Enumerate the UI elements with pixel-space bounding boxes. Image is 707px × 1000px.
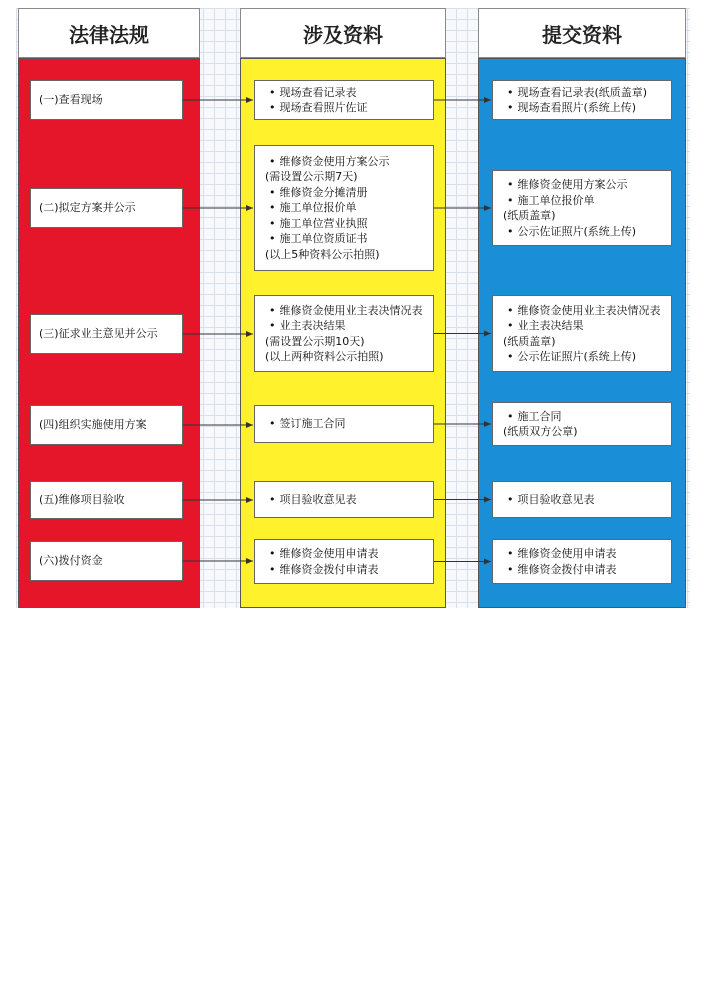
materials-column-header: 涉及资料 — [240, 8, 446, 58]
bullet-item: • 施工单位报价单 — [263, 200, 390, 216]
law-column-header: 法律法规 — [18, 8, 200, 58]
bullet-item: • 现场查看照片(系统上传) — [501, 100, 647, 116]
bullet-item: • 签订施工合同 — [263, 416, 346, 432]
bullet-item: • 公示佐证照片(系统上传) — [501, 224, 636, 240]
bullet-item: • 施工单位营业执照 — [263, 216, 390, 232]
bullet-item: • 维修资金使用申请表 — [263, 546, 379, 562]
bullet-item: • 业主表决结果 — [263, 318, 423, 334]
bullet-item: • 项目验收意见表 — [263, 492, 357, 508]
bullet-item: • 业主表决结果 — [501, 318, 661, 334]
bullet-item: • 现场查看记录表(纸质盖章) — [501, 85, 647, 101]
bullet-item: • 维修资金拨付申请表 — [263, 562, 379, 578]
bullet-item: • 维修资金使用方案公示 — [263, 154, 390, 170]
step-label: (五)维修项目验收 — [39, 493, 125, 507]
bullet-item: • 维修资金使用申请表 — [501, 546, 617, 562]
note-item: (纸质盖章) — [503, 334, 556, 348]
bullet-item: • 维修资金使用业主表决情况表 — [263, 303, 423, 319]
bullet-item: • 现场查看记录表 — [263, 85, 368, 101]
bullet-item: • 项目验收意见表 — [501, 492, 595, 508]
bullet-item: • 公示佐证照片(系统上传) — [501, 349, 661, 365]
bullet-item: • 维修资金使用方案公示 — [501, 177, 636, 193]
step-label: (二)拟定方案并公示 — [39, 201, 136, 215]
bullet-item: • 现场查看照片佐证 — [263, 100, 368, 116]
step-label: (四)组织实施使用方案 — [39, 418, 147, 432]
bullet-item: • 维修资金使用业主表决情况表 — [501, 303, 661, 319]
bullet-item: • 维修资金拨付申请表 — [501, 562, 617, 578]
note-item: (以上5种资料公示拍照) — [265, 247, 380, 261]
note-item: (需设置公示期7天) — [265, 170, 358, 184]
submit-column-header: 提交资料 — [478, 8, 686, 58]
bullet-item: • 施工单位报价单 — [501, 193, 636, 209]
bullet-item: • 施工合同 — [501, 409, 578, 425]
step-label: (六)拨付资金 — [39, 554, 103, 568]
bullet-item: • 施工单位资质证书 — [263, 231, 390, 247]
step-label: (一)查看现场 — [39, 93, 103, 107]
note-item: (需设置公示期10天) — [265, 334, 365, 348]
note-item: (纸质盖章) — [503, 209, 556, 222]
bullet-item: • 维修资金分摊清册 — [263, 185, 390, 201]
note-item: (纸质双方公章) — [503, 425, 578, 438]
note-item: (以上两种资料公示拍照) — [265, 350, 384, 363]
step-label: (三)征求业主意见并公示 — [39, 327, 158, 341]
